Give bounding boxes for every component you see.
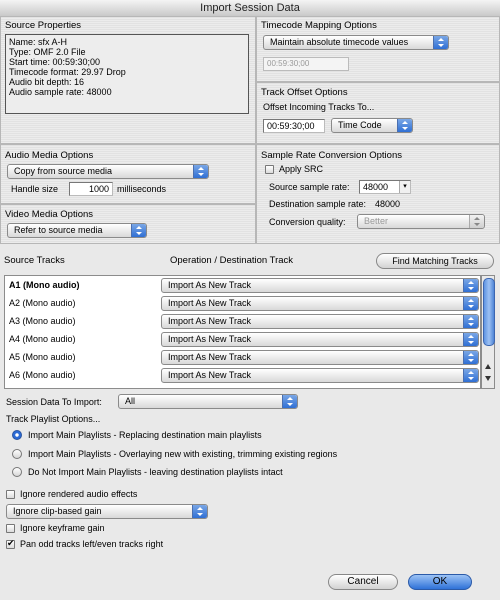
track-name: A1 (Mono audio) <box>9 280 80 290</box>
tracks-scrollbar[interactable] <box>481 275 495 389</box>
track-row <box>5 276 480 294</box>
popup-arrows-icon <box>463 333 478 346</box>
audio-media-popup[interactable] <box>7 164 209 179</box>
track-operation-popup[interactable] <box>161 350 479 365</box>
track-offset-input[interactable] <box>263 119 325 133</box>
track-offset-format-popup[interactable] <box>331 118 413 133</box>
chevron-down-icon[interactable]: ▾ <box>399 181 410 193</box>
track-offset-value: 00:59:30;00 <box>267 121 315 131</box>
ignore-rendered-effects-label[interactable]: Ignore rendered audio effects <box>20 489 138 499</box>
track-row <box>5 348 480 366</box>
video-media-title: Video Media Options <box>5 209 94 220</box>
popup-arrows-icon <box>463 297 478 310</box>
track-name: A4 (Mono audio) <box>9 334 76 344</box>
track-offset-label: Offset Incoming Tracks To... <box>263 102 375 112</box>
track-name: A5 (Mono audio) <box>9 352 76 362</box>
sample-rate-panel <box>256 144 500 244</box>
track-operation-selected: Import As New Track <box>168 316 252 326</box>
timecode-mapping-value: 00:59:30;00 <box>267 59 310 68</box>
playlist-overlay-radio[interactable] <box>12 449 22 459</box>
track-operation-selected: Import As New Track <box>168 280 252 290</box>
popup-arrows-icon <box>193 165 208 178</box>
source-name-line: Name: sfx A-H <box>9 37 68 47</box>
track-name: A6 (Mono audio) <box>9 370 76 380</box>
track-operation-popup[interactable] <box>161 314 479 329</box>
source-timecode-format-line: Timecode format: 29.97 Drop <box>9 67 126 77</box>
popup-arrows-icon <box>463 315 478 328</box>
audio-media-title: Audio Media Options <box>5 150 94 161</box>
track-operation-selected: Import As New Track <box>168 334 252 344</box>
timecode-mapping-popup[interactable] <box>263 35 449 50</box>
destination-sample-rate-label: Destination sample rate: <box>269 199 367 209</box>
audio-media-selected: Copy from source media <box>14 166 113 176</box>
scroll-down-arrow-icon[interactable] <box>485 376 491 381</box>
apply-src-label[interactable]: Apply SRC <box>279 164 324 174</box>
source-tracks-header: Source Tracks <box>4 255 65 266</box>
popup-arrows-icon <box>397 119 412 132</box>
video-media-popup[interactable] <box>7 223 147 238</box>
track-row <box>5 294 480 312</box>
operation-destination-header: Operation / Destination Track <box>170 255 294 266</box>
track-operation-popup[interactable] <box>161 278 479 293</box>
track-offset-format-selected: Time Code <box>338 120 382 130</box>
playlist-replace-radio[interactable] <box>12 430 22 440</box>
track-row <box>5 366 480 384</box>
popup-arrows-icon <box>463 279 478 292</box>
clip-gain-popup[interactable] <box>6 504 208 519</box>
conversion-quality-selected: Better <box>364 216 389 226</box>
popup-arrows-icon <box>433 36 448 49</box>
track-operation-popup[interactable] <box>161 296 479 311</box>
track-row <box>5 330 480 348</box>
video-media-panel <box>0 204 256 244</box>
cancel-button[interactable]: Cancel <box>328 574 398 590</box>
track-name: A3 (Mono audio) <box>9 316 76 326</box>
apply-src-checkbox[interactable] <box>265 165 274 174</box>
audio-media-panel <box>0 144 256 204</box>
source-start-time-line: Start time: 00:59:30;00 <box>9 57 101 67</box>
handle-size-unit: milliseconds <box>117 184 167 194</box>
popup-arrows-icon <box>463 351 478 364</box>
source-sample-rate-value: 48000 <box>363 182 389 192</box>
session-data-selected: All <box>125 396 136 406</box>
track-name: A2 (Mono audio) <box>9 298 76 308</box>
pan-odd-even-checkbox[interactable] <box>6 540 15 549</box>
source-type-line: Type: OMF 2.0 File <box>9 47 86 57</box>
track-row <box>5 312 480 330</box>
track-offset-panel <box>256 82 500 144</box>
handle-size-input[interactable] <box>69 182 113 196</box>
handle-size-value: 1000 <box>88 184 109 194</box>
playlist-replace-label[interactable]: Import Main Playlists - Replacing destination main playlists <box>28 430 262 440</box>
track-operation-selected: Import As New Track <box>168 298 252 308</box>
session-data-label: Session Data To Import: <box>6 397 102 407</box>
playlist-overlay-label[interactable]: Import Main Playlists - Overlaying new with existing, trimming existing regions <box>28 449 338 459</box>
pan-odd-even-label[interactable]: Pan odd tracks left/even tracks right <box>20 539 164 549</box>
track-operation-selected: Import As New Track <box>168 352 252 362</box>
source-properties-panel <box>0 16 256 144</box>
source-properties-title: Source Properties <box>5 20 82 31</box>
source-tracks-list <box>4 275 481 389</box>
ignore-rendered-effects-checkbox[interactable] <box>6 490 15 499</box>
source-sample-rate-label: Source sample rate: <box>269 182 350 192</box>
timecode-mapping-title: Timecode Mapping Options <box>261 20 377 31</box>
destination-sample-rate-value: 48000 <box>375 199 401 209</box>
find-matching-tracks-button[interactable]: Find Matching Tracks <box>376 253 494 269</box>
source-sample-rate-combo[interactable] <box>359 180 411 194</box>
popup-arrows-icon <box>282 395 297 408</box>
ignore-keyframe-gain-checkbox[interactable] <box>6 524 15 533</box>
popup-arrows-icon <box>469 215 484 228</box>
source-properties-box <box>5 34 249 114</box>
conversion-quality-popup <box>357 214 485 229</box>
timecode-mapping-panel <box>256 16 500 82</box>
conversion-quality-label: Conversion quality: <box>269 217 346 227</box>
popup-arrows-icon <box>131 224 146 237</box>
playlist-do-not-import-label[interactable]: Do Not Import Main Playlists - leaving destination playlists intact <box>28 467 283 477</box>
track-offset-title: Track Offset Options <box>261 87 348 98</box>
track-operation-selected: Import As New Track <box>168 370 252 380</box>
handle-size-label: Handle size <box>11 184 59 194</box>
track-playlist-title: Track Playlist Options... <box>6 414 101 424</box>
track-operation-popup[interactable] <box>161 332 479 347</box>
sample-rate-title: Sample Rate Conversion Options <box>261 150 402 161</box>
ok-button[interactable]: OK <box>408 574 472 590</box>
ignore-keyframe-gain-label[interactable]: Ignore keyframe gain <box>20 523 105 533</box>
session-data-popup[interactable] <box>118 394 298 409</box>
source-sample-rate-line: Audio sample rate: 48000 <box>9 87 112 97</box>
timecode-mapping-field <box>263 57 349 71</box>
source-bit-depth-line: Audio bit depth: 16 <box>9 77 85 87</box>
track-operation-popup[interactable] <box>161 368 479 383</box>
scroll-up-arrow-icon[interactable] <box>485 364 491 369</box>
window-title: Import Session Data <box>0 0 500 17</box>
scrollbar-thumb[interactable] <box>483 278 495 346</box>
playlist-do-not-import-radio[interactable] <box>12 467 22 477</box>
popup-arrows-icon <box>463 369 478 382</box>
popup-arrows-icon <box>192 505 207 518</box>
timecode-mapping-selected: Maintain absolute timecode values <box>270 37 409 47</box>
clip-gain-selected: Ignore clip-based gain <box>13 506 102 516</box>
video-media-selected: Refer to source media <box>14 225 103 235</box>
